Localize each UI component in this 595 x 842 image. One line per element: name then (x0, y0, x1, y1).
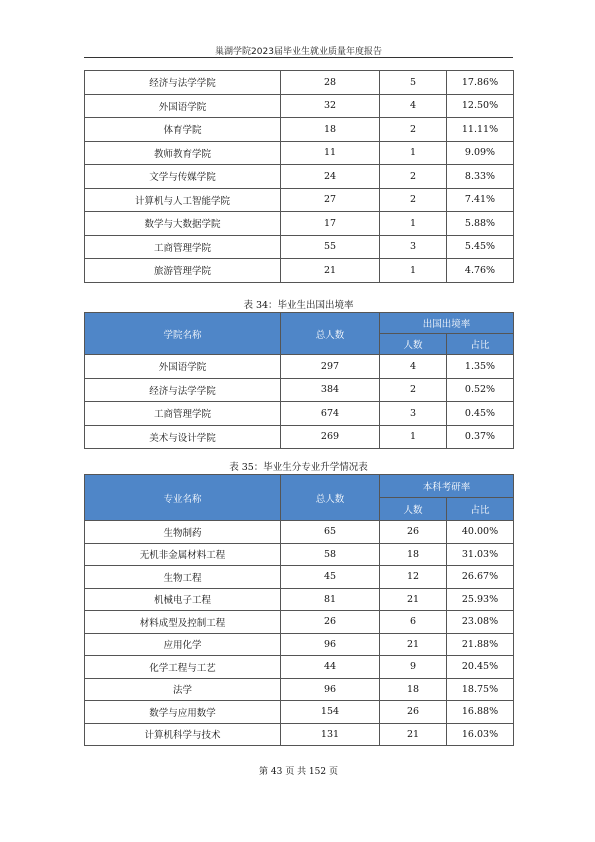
col-header-name: 学院名称 (85, 313, 281, 355)
cell-name: 材料成型及控制工程 (85, 611, 281, 634)
cell-name: 美术与设计学院 (85, 425, 281, 449)
cell-name: 教师教育学院 (85, 141, 281, 165)
cell-name: 数学与大数据学院 (85, 212, 281, 236)
col-header-ratio: 占比 (447, 498, 514, 521)
cell-total: 32 (281, 94, 380, 118)
table-row (85, 425, 514, 449)
cell-total: 81 (281, 588, 380, 611)
col-header-count: 人数 (380, 498, 447, 521)
table-row (85, 355, 514, 379)
cell-name: 文学与传媒学院 (85, 165, 281, 189)
cell-name: 外国语学院 (85, 94, 281, 118)
cell-name: 计算机科学与技术 (85, 723, 281, 746)
header-rule (84, 57, 513, 58)
col-header-total: 总人数 (281, 313, 380, 355)
table-row (85, 633, 514, 656)
table-row (85, 678, 514, 701)
table1-body (85, 71, 514, 283)
cell-ratio: 16.03% (447, 723, 514, 746)
cell-total: 674 (281, 402, 380, 426)
page-header: 巢湖学院2023届毕业生就业质量年度报告 (215, 47, 382, 57)
cell-ratio: 26.67% (447, 566, 514, 589)
table-college-continuation (84, 70, 514, 283)
cell-count: 26 (380, 701, 447, 724)
cell-ratio: 25.93% (447, 588, 514, 611)
cell-count: 18 (380, 678, 447, 701)
cell-ratio: 11.11% (447, 118, 514, 142)
cell-ratio: 12.50% (447, 94, 514, 118)
cell-ratio: 0.52% (447, 378, 514, 402)
cell-total: 11 (281, 141, 380, 165)
cell-ratio: 21.88% (447, 633, 514, 656)
cell-ratio: 7.41% (447, 188, 514, 212)
cell-name: 计算机与人工智能学院 (85, 188, 281, 212)
cell-count: 2 (380, 188, 447, 212)
cell-name: 体育学院 (85, 118, 281, 142)
table-row (85, 588, 514, 611)
cell-ratio: 0.37% (447, 425, 514, 449)
table3-body (85, 521, 514, 746)
col-header-ratio: 占比 (447, 334, 514, 355)
cell-total: 24 (281, 165, 380, 189)
cell-name: 无机非金属材料工程 (85, 543, 281, 566)
cell-total: 28 (281, 71, 380, 95)
table-row (85, 141, 514, 165)
cell-name: 机械电子工程 (85, 588, 281, 611)
cell-count: 12 (380, 566, 447, 589)
table-row (85, 566, 514, 589)
cell-ratio: 4.76% (447, 259, 514, 283)
col-header-major: 专业名称 (85, 475, 281, 521)
cell-count: 21 (380, 633, 447, 656)
cell-total: 154 (281, 701, 380, 724)
table-row (85, 212, 514, 236)
cell-total: 26 (281, 611, 380, 634)
cell-ratio: 8.33% (447, 165, 514, 189)
table-study-abroad (84, 312, 514, 449)
table-row (85, 188, 514, 212)
cell-count: 1 (380, 141, 447, 165)
cell-count: 21 (380, 723, 447, 746)
cell-name: 数学与应用数学 (85, 701, 281, 724)
cell-ratio: 9.09% (447, 141, 514, 165)
cell-total: 21 (281, 259, 380, 283)
cell-count: 1 (380, 259, 447, 283)
cell-name: 外国语学院 (85, 355, 281, 379)
cell-count: 18 (380, 543, 447, 566)
cell-count: 3 (380, 235, 447, 259)
cell-ratio: 1.35% (447, 355, 514, 379)
col-header-group: 本科考研率 (380, 475, 514, 498)
cell-total: 58 (281, 543, 380, 566)
cell-name: 法学 (85, 678, 281, 701)
cell-ratio: 0.45% (447, 402, 514, 426)
cell-total: 27 (281, 188, 380, 212)
table-row (85, 402, 514, 426)
table-row (85, 71, 514, 95)
cell-name: 工商管理学院 (85, 402, 281, 426)
cell-total: 18 (281, 118, 380, 142)
cell-ratio: 5.88% (447, 212, 514, 236)
cell-count: 9 (380, 656, 447, 679)
cell-name: 经济与法学学院 (85, 378, 281, 402)
table-row (85, 701, 514, 724)
cell-ratio: 18.75% (447, 678, 514, 701)
cell-ratio: 31.03% (447, 543, 514, 566)
table-row (85, 656, 514, 679)
table-row (85, 611, 514, 634)
cell-total: 269 (281, 425, 380, 449)
table-row (85, 165, 514, 189)
cell-total: 96 (281, 633, 380, 656)
cell-name: 经济与法学学院 (85, 71, 281, 95)
cell-total: 131 (281, 723, 380, 746)
cell-total: 384 (281, 378, 380, 402)
page-footer: 第 43 页 共 152 页 (259, 767, 338, 777)
cell-count: 2 (380, 118, 447, 142)
table-row (85, 521, 514, 544)
cell-count: 26 (380, 521, 447, 544)
cell-count: 21 (380, 588, 447, 611)
cell-name: 应用化学 (85, 633, 281, 656)
cell-count: 6 (380, 611, 447, 634)
cell-total: 55 (281, 235, 380, 259)
cell-count: 4 (380, 94, 447, 118)
table3-caption: 表 35：毕业生分专业升学情况表 (229, 462, 368, 473)
cell-count: 2 (380, 378, 447, 402)
cell-ratio: 17.86% (447, 71, 514, 95)
cell-ratio: 23.08% (447, 611, 514, 634)
table-row (85, 723, 514, 746)
table-row (85, 378, 514, 402)
col-header-group: 出国出境率 (380, 313, 514, 334)
cell-total: 65 (281, 521, 380, 544)
table2-body (85, 355, 514, 449)
cell-name: 工商管理学院 (85, 235, 281, 259)
cell-total: 297 (281, 355, 380, 379)
cell-count: 4 (380, 355, 447, 379)
cell-total: 17 (281, 212, 380, 236)
table-row (85, 94, 514, 118)
cell-name: 化学工程与工艺 (85, 656, 281, 679)
table-row (85, 118, 514, 142)
cell-count: 3 (380, 402, 447, 426)
table-row (85, 235, 514, 259)
cell-count: 5 (380, 71, 447, 95)
table-row (85, 259, 514, 283)
cell-total: 44 (281, 656, 380, 679)
table-graduate-study (84, 474, 514, 746)
cell-total: 45 (281, 566, 380, 589)
cell-total: 96 (281, 678, 380, 701)
cell-ratio: 40.00% (447, 521, 514, 544)
cell-ratio: 16.88% (447, 701, 514, 724)
cell-ratio: 20.45% (447, 656, 514, 679)
cell-name: 生物工程 (85, 566, 281, 589)
cell-count: 1 (380, 212, 447, 236)
table2-caption: 表 34：毕业生出国出境率 (243, 300, 354, 311)
col-header-total: 总人数 (281, 475, 380, 521)
cell-ratio: 5.45% (447, 235, 514, 259)
cell-count: 2 (380, 165, 447, 189)
col-header-count: 人数 (380, 334, 447, 355)
cell-name: 生物制药 (85, 521, 281, 544)
cell-count: 1 (380, 425, 447, 449)
cell-name: 旅游管理学院 (85, 259, 281, 283)
table-row (85, 543, 514, 566)
